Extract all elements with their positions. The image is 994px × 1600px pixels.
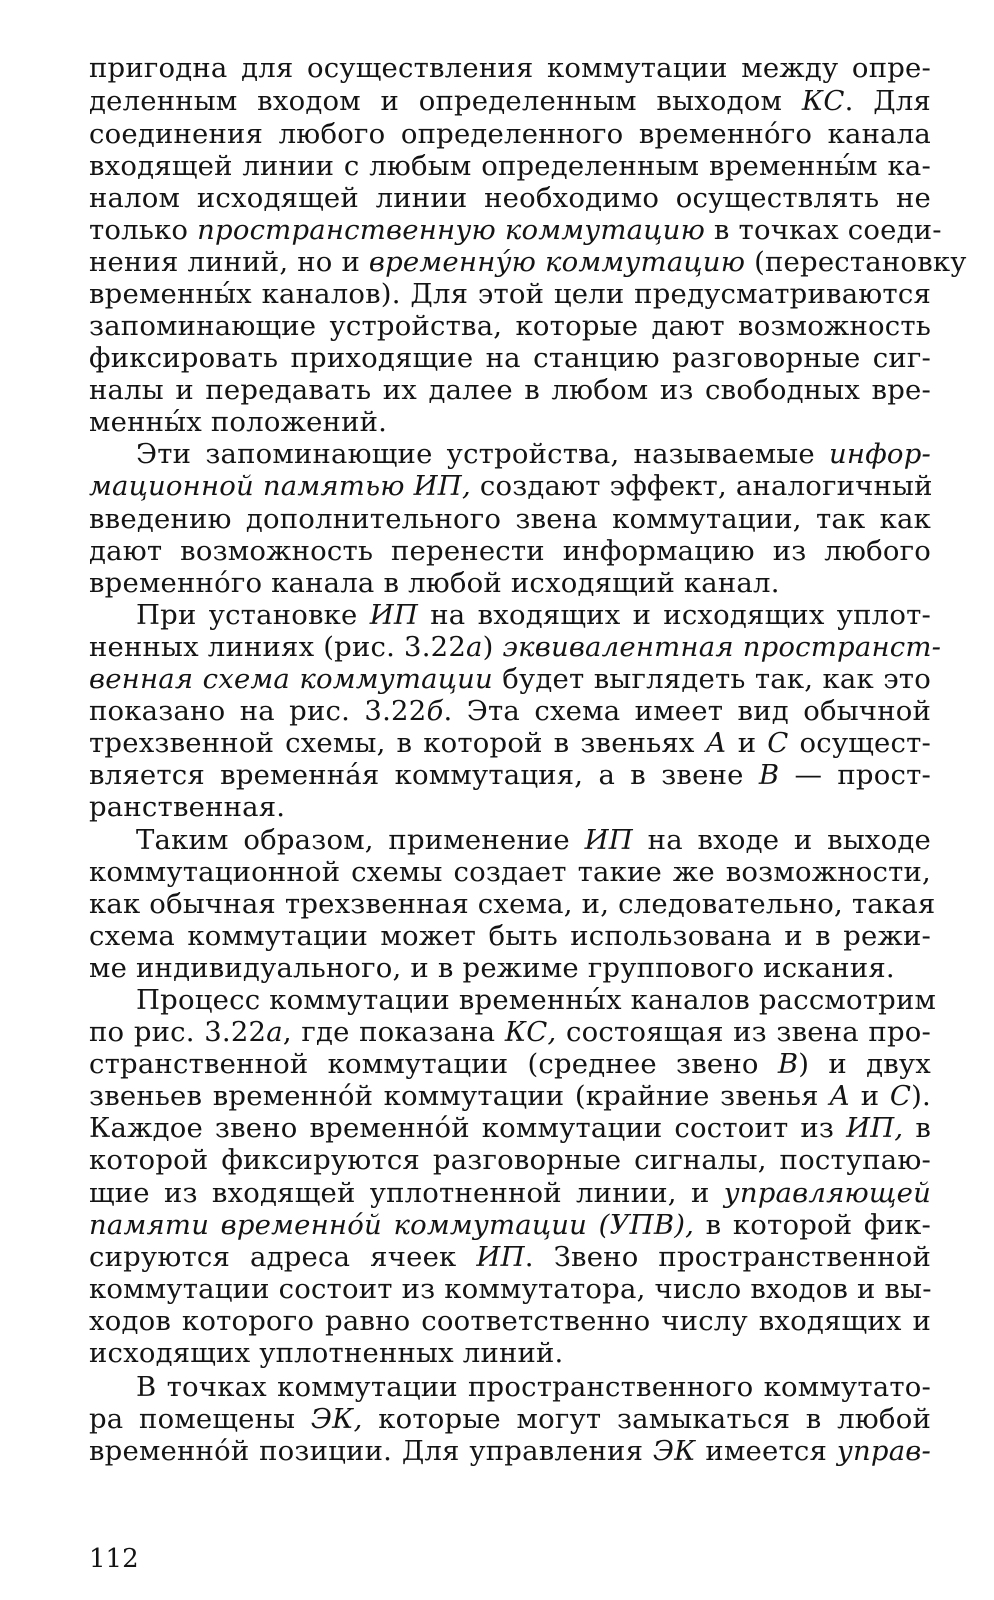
text-run: на входящих и исходящих уплот-	[418, 599, 931, 631]
text-run: как обычная трехзвенная схема, и, следовательно, такая	[89, 888, 936, 920]
italic-term: ИП	[584, 824, 633, 856]
text-line	[89, 920, 931, 953]
text-line	[89, 663, 931, 696]
italic-term: венная схема коммутации	[89, 663, 493, 695]
text-run: менны́х положений.	[89, 406, 388, 438]
text-line	[89, 118, 931, 151]
text-run: которые могут замыкаться в любой	[362, 1403, 931, 1435]
text-run: и	[850, 1080, 890, 1112]
text-run: коммутационной схемы создает такие же возможности,	[89, 856, 931, 888]
text-run: запоминающие устройства, которые дают возможность	[89, 310, 931, 342]
text-line	[89, 374, 931, 407]
italic-term: КС,	[504, 1016, 557, 1048]
text-run: )	[482, 631, 503, 663]
text-run: Эти запоминающие устройства, называемые	[136, 438, 829, 470]
text-line	[89, 856, 931, 889]
text-run: ходов которого равно соответственно числу входящих и	[89, 1305, 931, 1337]
text-line	[89, 1241, 931, 1274]
italic-term: ИП,	[846, 1112, 904, 1144]
text-run: налы и передавать их далее в любом из свободных вре-	[89, 374, 931, 406]
text-run: ра помещены	[89, 1403, 311, 1435]
text-line	[89, 567, 931, 600]
text-line	[89, 85, 931, 118]
text-run: в	[903, 1112, 931, 1144]
text-run: щие из входящей уплотненной линии, и	[89, 1177, 724, 1209]
text-line	[89, 1305, 931, 1338]
text-run: , где показана	[282, 1016, 505, 1048]
text-run: временны́х каналов). Для этой цели предусматриваются	[89, 278, 931, 310]
text-run: сируются адреса ячеек	[89, 1241, 477, 1273]
text-run: . Эта схема имеет вид обычной	[443, 695, 932, 727]
text-line	[89, 182, 931, 215]
text-run: ненных линиях (рис. 3.22	[89, 631, 467, 663]
text-run: пригодна для осуществления коммутации между опре-	[89, 52, 931, 84]
text-run: нения линий, но и	[89, 246, 369, 278]
italic-term: А	[829, 1080, 851, 1112]
italic-term: ИП	[476, 1241, 525, 1273]
text-run: При установке	[136, 599, 370, 631]
italic-term: а	[466, 631, 483, 663]
text-run: (перестановку	[745, 246, 967, 278]
text-run: налом исходящей линии необходимо осуществлять не	[89, 182, 931, 214]
text-run: будет выглядеть так, как это	[492, 663, 931, 695]
text-run: входящей линии с любым определенным временны́м ка-	[89, 150, 931, 182]
text-line	[136, 599, 931, 632]
text-line	[89, 278, 931, 311]
italic-term: КС	[801, 85, 845, 117]
text-line	[89, 1209, 931, 1242]
italic-term: управляющей	[723, 1177, 931, 1209]
text-run: Каждое звено временнóй коммутации состоит из	[89, 1112, 847, 1144]
italic-term: С	[767, 727, 789, 759]
text-line	[89, 1144, 931, 1177]
text-run: . Для	[844, 85, 931, 117]
italic-term: управ-	[836, 1435, 932, 1467]
text-line	[89, 1177, 931, 1210]
text-run: коммутации состоит из коммутатора, число входов и вы-	[89, 1273, 932, 1305]
text-run: на входе и выходе	[632, 824, 931, 856]
text-run: фиксировать приходящие на станцию разговорные сиг-	[89, 342, 931, 374]
text-run: временнóго канала в любой исходящий канал.	[89, 567, 780, 599]
text-run: и	[726, 727, 768, 759]
italic-term: А	[705, 727, 727, 759]
page-number: 112	[89, 1544, 139, 1574]
text-run: в которой фик-	[694, 1209, 931, 1241]
text-run: ).	[911, 1080, 931, 1112]
text-line	[89, 759, 931, 792]
text-line	[89, 695, 931, 728]
text-run: введению дополнительного звена коммутации, так как	[89, 503, 931, 535]
text-run: исходящих уплотненных линий.	[89, 1337, 564, 1369]
text-run: создают эффект, аналогичный	[470, 470, 933, 502]
text-run: которой фиксируются разговорные сигналы, поступаю-	[89, 1144, 931, 1176]
text-line	[89, 1273, 931, 1306]
text-run: трехзвенной схемы, в которой в звеньях	[89, 727, 706, 759]
text-line	[89, 246, 967, 279]
text-line	[89, 214, 942, 247]
italic-term: В	[777, 1048, 799, 1080]
text-line	[89, 631, 942, 664]
text-run: состоящая из звена про-	[556, 1016, 932, 1048]
text-run: . Звено пространственной	[524, 1241, 931, 1273]
italic-term: пространственную коммутацию	[197, 214, 705, 246]
text-line	[89, 888, 936, 921]
text-run: дают возможность перенести информацию из любого	[89, 535, 931, 567]
text-run: вляется временна́я коммутация, а в звене	[89, 759, 759, 791]
text-line	[89, 342, 931, 375]
text-line	[89, 310, 931, 343]
text-run: по рис. 3.22	[89, 1016, 267, 1048]
text-run: Процесс коммутации временны́х каналов рассмотрим	[136, 984, 937, 1016]
text-run: В точках коммутации пространственного коммутато-	[136, 1371, 931, 1403]
text-run: имеется	[695, 1435, 837, 1467]
text-line	[89, 1016, 931, 1049]
text-line	[89, 727, 931, 760]
text-line	[136, 824, 931, 857]
text-run: ме индивидуального, и в режиме группового искания.	[89, 952, 895, 984]
text-run: — прост-	[779, 759, 931, 791]
text-run: Таким образом, применение	[136, 824, 585, 856]
text-run: показано на рис. 3.22	[89, 695, 427, 727]
text-run: звеньев временнóй коммутации (крайние звенья	[89, 1080, 830, 1112]
text-line	[89, 791, 931, 824]
text-line	[89, 1048, 931, 1081]
text-line	[89, 406, 931, 439]
italic-term: ЭК,	[310, 1403, 363, 1435]
text-line	[136, 1371, 931, 1404]
italic-term: инфор-	[828, 438, 931, 470]
text-line	[89, 1435, 931, 1468]
text-run: ранственная.	[89, 791, 286, 823]
text-run: странственной коммутации (среднее звено	[89, 1048, 778, 1080]
text-run: деленным входом и определенным выходом	[89, 85, 802, 117]
text-run: в точках соеди-	[704, 214, 942, 246]
text-line	[89, 150, 931, 183]
italic-term: а	[266, 1016, 283, 1048]
italic-term: С	[889, 1080, 912, 1112]
text-line	[89, 1080, 931, 1113]
italic-term: б	[426, 695, 444, 727]
italic-term: временну́ю коммутацию	[368, 246, 746, 278]
italic-term: В	[758, 759, 780, 791]
text-line	[89, 503, 931, 536]
text-line	[89, 470, 931, 503]
italic-term: памяти временнóй коммутации (УПВ),	[89, 1209, 695, 1241]
italic-term: ЭК	[652, 1435, 696, 1467]
text-run: соединения любого определенного временнóго канала	[89, 118, 931, 150]
text-line	[89, 52, 931, 85]
text-line	[136, 438, 931, 471]
italic-term: мационной памятью ИП,	[89, 470, 471, 502]
text-run: осущест-	[788, 727, 931, 759]
text-line	[89, 535, 931, 568]
text-run: схема коммутации может быть использована и в режи-	[89, 920, 931, 952]
text-line	[89, 1112, 931, 1145]
text-run: ) и двух	[798, 1048, 931, 1080]
text-run: только	[89, 214, 198, 246]
text-line	[89, 1403, 931, 1436]
italic-term: ИП	[369, 599, 419, 631]
text-line	[136, 984, 937, 1017]
italic-term: эквивалентная пространст-	[502, 631, 942, 663]
text-line	[89, 1337, 931, 1370]
text-run: временнóй позиции. Для управления	[89, 1435, 653, 1467]
text-line	[89, 952, 931, 985]
